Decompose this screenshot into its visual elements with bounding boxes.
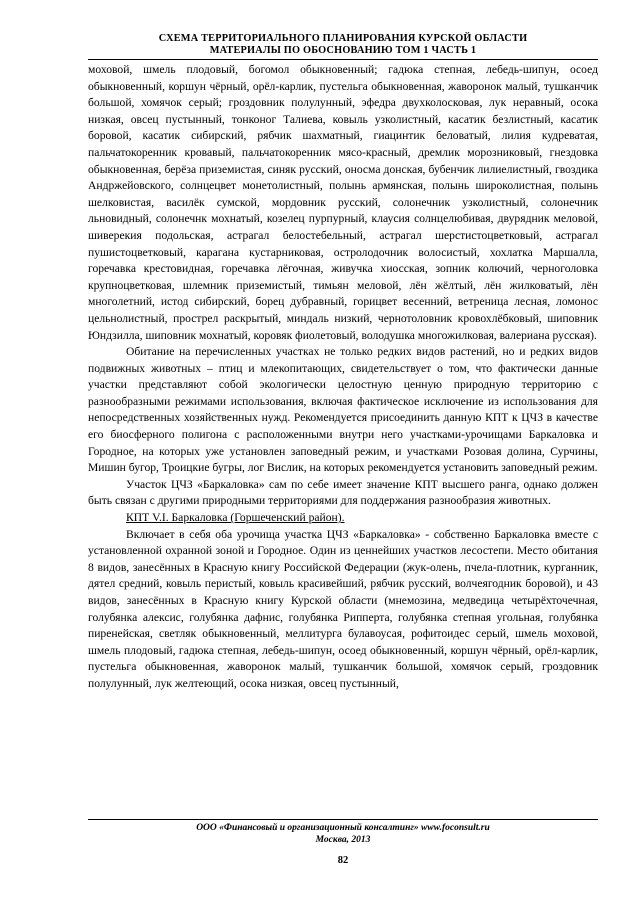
footer-company: ООО «Финансовый и организационный консалтинг» www.foconsult.ru [196,823,490,833]
header-title: СХЕМА ТЕРРИТОРИАЛЬНОГО ПЛАНИРОВАНИЯ КУРСКОЙ ОБЛАСТИ [158,33,528,44]
paragraph-barkalovka-description: Включает в себя оба урочища участка ЦЧЗ «Баркаловка» - собственно Баркаловка вместе с установленной охранной зоной и Городное. Один из ценнейших участков лесостепи. Место обитания 8 видов, занесённых в Красную книгу Российской Федерации (жук-олень, пчела-плотник, курганник, дятел средний, ковыль перистый, ковыль красивейший, рябчик русский, волчеягодник боровой), и 43 видов, занесённых в Красную книгу Курской области (мнемозина, медведица четырёхточечная, голубянка алексис, голубянка дафнис, голубянка Рипперта, голубянка степная угольная, голубянка пиренейская, светляк обыкновенный, меллитурга булавоусая, рофитоидес серый, шмель моховой, шмель плодовый, гадюка степная, лебедь-шипун, осоед обыкновенный, коршун чёрный, орёл-карлик, пустельга обыкновенная, жаворонок малый, тушканчик большой, хомячок серый, гроздовник полулунный, лук желтеющий, осока низкая, овсец пустынный, [88,527,598,690]
page-number: 82 [337,855,349,866]
page-header [88,33,598,57]
paragraph-habitat: Обитание на перечисленных участках не только редких видов растений, но и редких видов подвижных животных – птиц и млекопитающих, свидетельствует о том, что фактически данные участки представляют собой экологически целостную ценную природную территорию с разнообразными режимами использования, включая фактическое исключение из использования для непосредственных хозяйственных нужд. Рекомендуется присоединить данную КПТ к ЦЧЗ в качестве его биосферного полигона с расположенными внутри него участками-урочищами Баркаловка и Городное, на которых уже установлен заповедный режим, и участками Розовая долина, Сурчины, Мишин бугор, Троицкие бугры, лог Вислик, на которых рекомендуется установить заповедный режим. [88,345,598,475]
footer-city-year: Москва, 2013 [315,835,371,845]
paragraph-barkalovka-rank: Участок ЦЧЗ «Баркаловка» сам по себе имеет значение КПТ высшего ранга, однако должен быть связан с другими природными территориями для поддержания разнообразия животных. [88,477,598,508]
page-footer [88,822,598,846]
footer-divider [88,819,598,820]
page-body [88,62,598,693]
header-divider [88,59,598,60]
paragraph-species-list: моховой, шмель плодовый, богомол обыкновенный; гадюка степная, лебедь-шипун, осоед обыкновенный, коршун чёрный, орёл-карлик, пустельга обыкновенная, жаворонок малый, тушканчик большой, хомячок серый; гроздовник полулунный, эфедра двухколосковая, лук неравный, осока низкая, овсец пустынный, тонконог Талиева, ковыль узколистный, касатик безлистный, касатик боровой, касатик сибирский, рябчик шахматный, гиацинтик беловатый, лилия кудреватая, пальчатокоренник кровавый, пальчатокоренник мясо-красный, дремлик морозниковый, гнездовка обыкновенная, берёза приземистая, синяк русский, оносма донская, бубенчик лилиелистный, гвоздика Андржейовского, солнцецвет монетолистный, полынь армянская, полынь широколистная, полынь шелковистая, василёк сумской, мордовник русский, солонечник узколистный, солонечник льновидный, солонечнк мохнатый, козелец пурпурный, клаусия солнцелюбивая, двурядник меловой, шиверекия подольская, астрагал белостебельный, астрагал шерстистоцветковый, астрагал пушистоцветковый, карагана кустарниковая, остролодочник волосистый, хохлатка Маршалла, горечавка крестовидная, горечавка лёгочная, живучка хиосская, зопник колючий, черноголовка крупноцветковая, шлемник приземистый, тимьян меловой, лён жёлтый, лён жилковатый, лён многолетний, истод сибирский, борец дубравный, горицвет весенний, ветреница лесная, ломонос цельнолистный, прострел раскрытый, миндаль низкий, чернотоловник кровохлёбковый, шиповник Юндзилла, шиповник мохнатый, коровяк фиолетовый, володушка многожилковая, валериана русская). [88,63,598,342]
section-heading: КПТ V.I. Баркаловка (Горшеченский район). [126,511,345,525]
header-subtitle: МАТЕРИАЛЫ ПО ОБОСНОВАНИЮ ТОМ 1 ЧАСТЬ 1 [209,45,477,56]
